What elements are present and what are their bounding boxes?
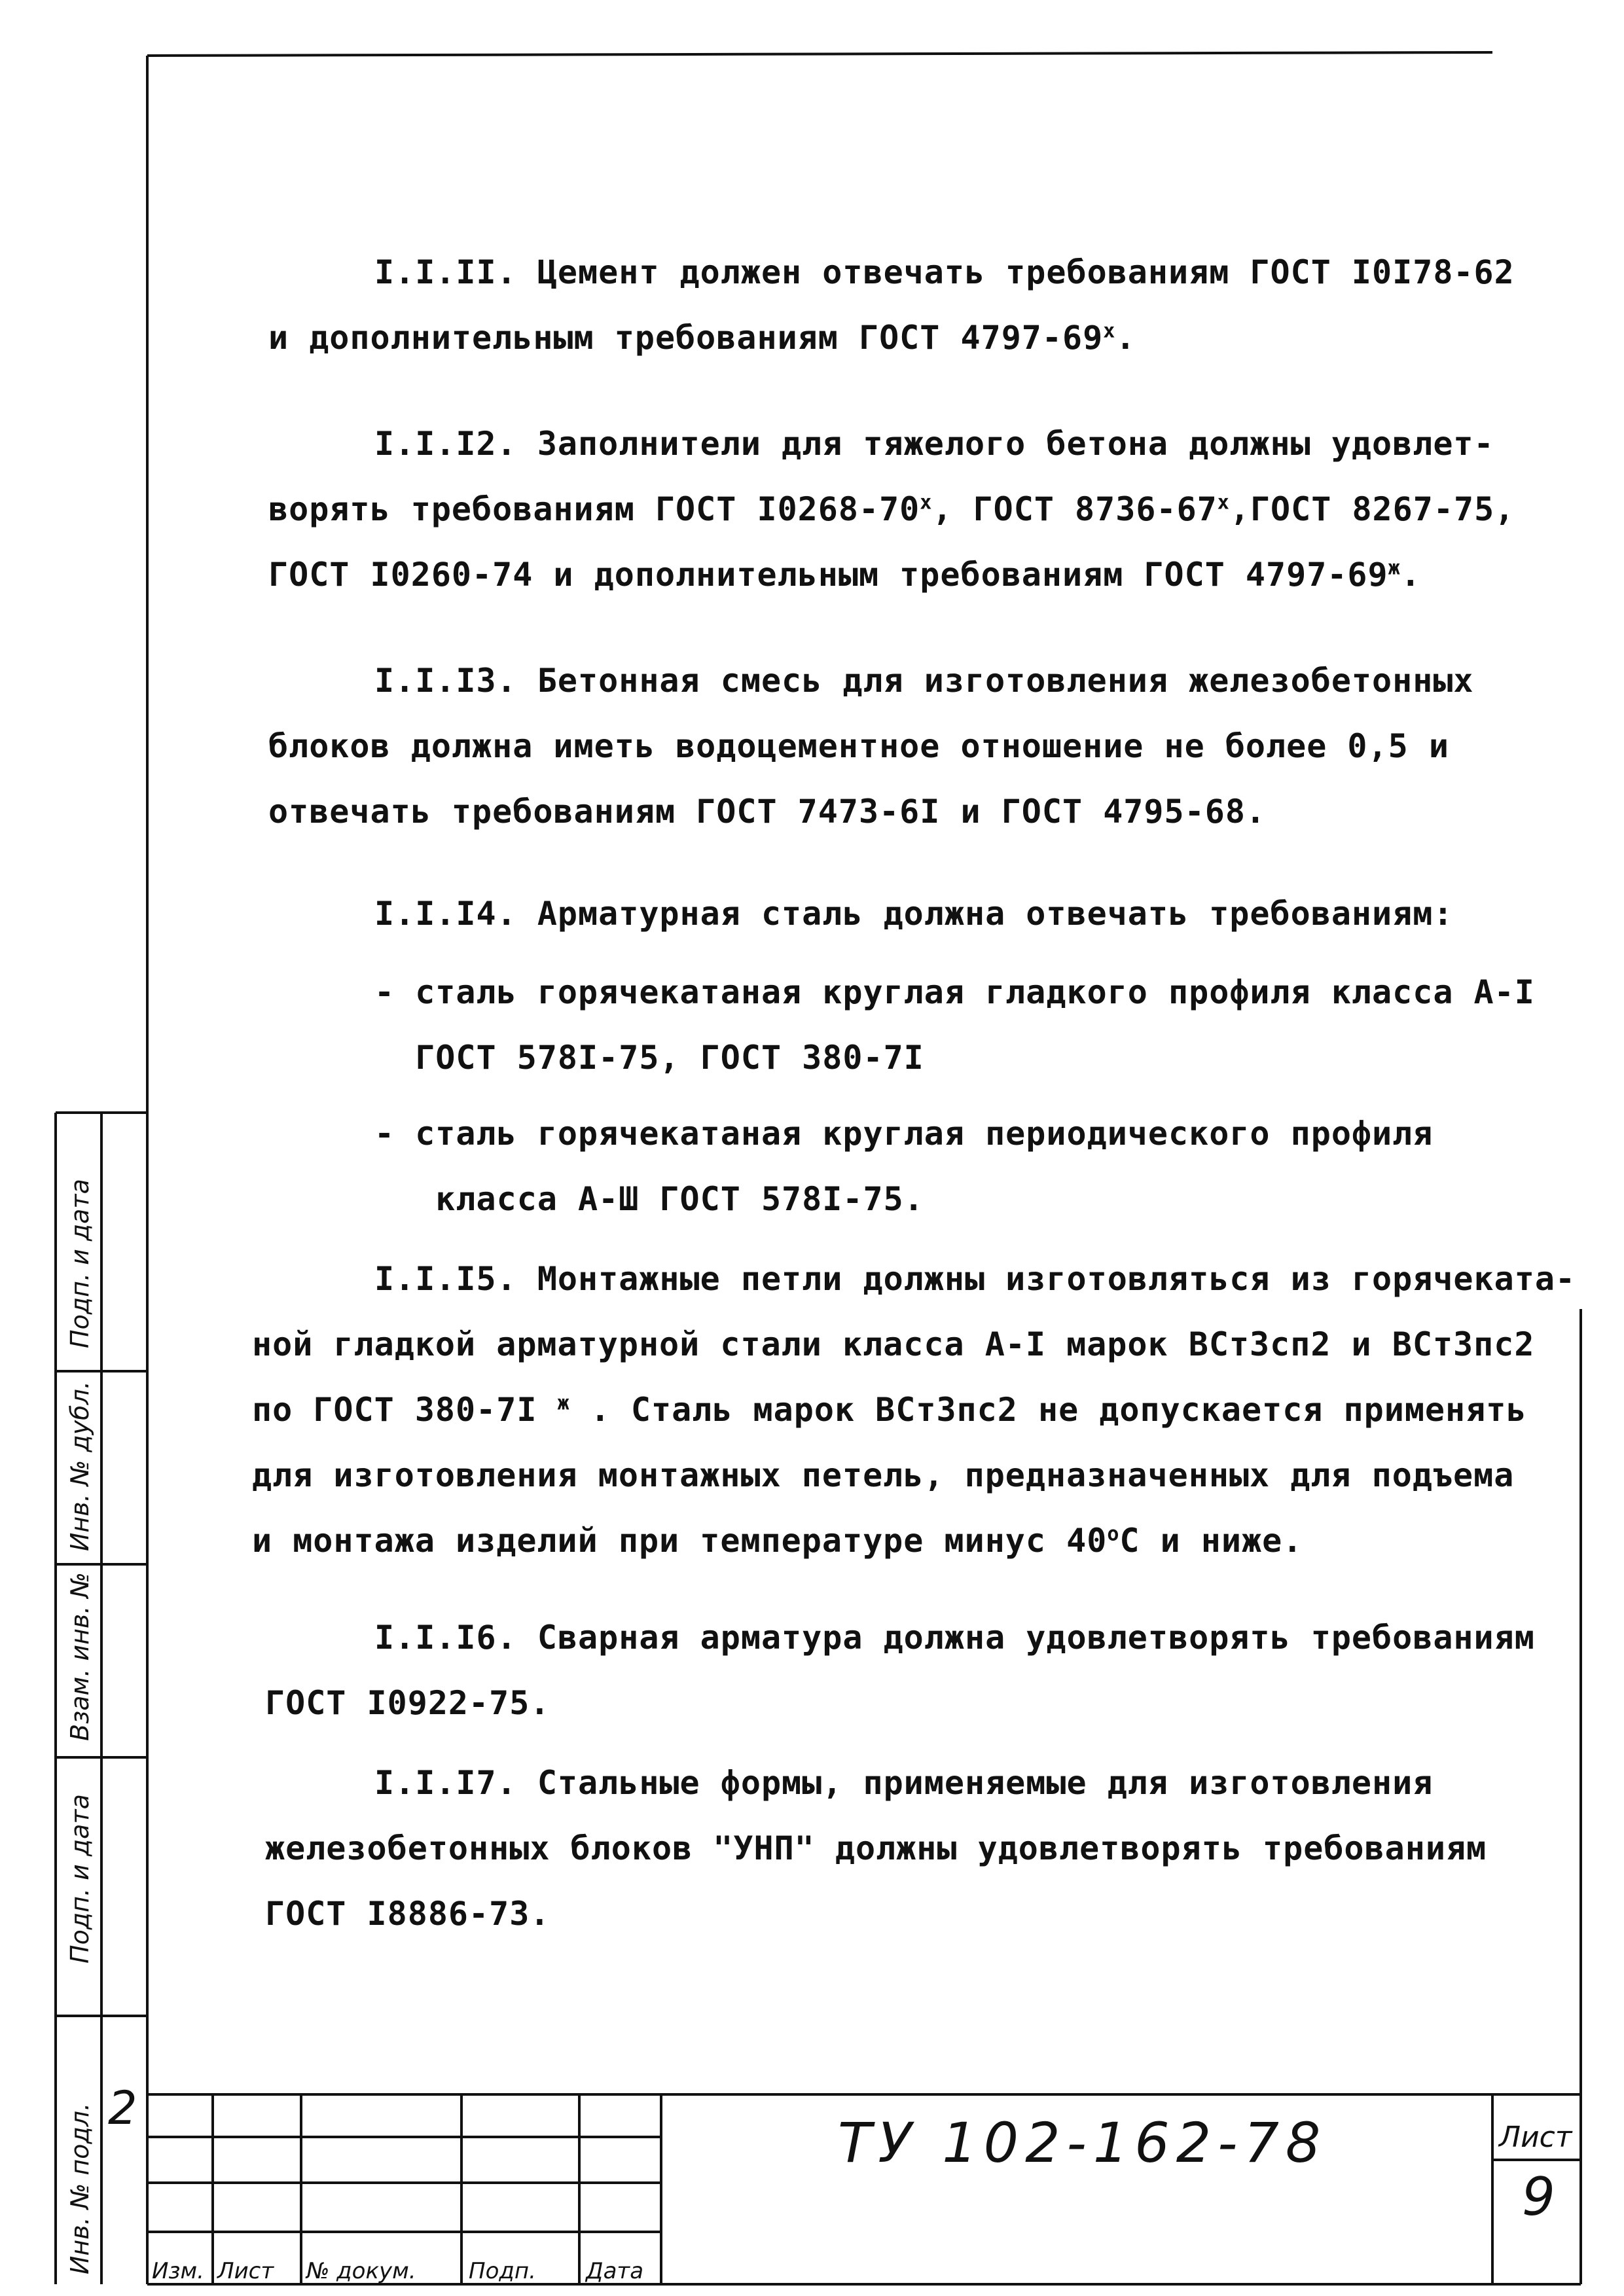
side-label-podp-data-1: Подп. и дата xyxy=(65,1794,94,1964)
text-line: и монтажа изделий при температуре минус 40$^o$С и ниже. xyxy=(252,1522,1303,1560)
text-line: для изготовления монтажных петель, предназначенных для подъема xyxy=(252,1456,1515,1494)
text-line: I.I.I5. Монтажные петли должны изготовляться из горячеката- xyxy=(374,1260,1576,1298)
text-line: железобетонных блоков "УНП" должны удовлетворять требованиям xyxy=(265,1829,1487,1867)
stamp-doc-code: ТУ 102-162-78 xyxy=(838,2111,1327,2175)
stamp-col-podp: Подп. xyxy=(469,2258,536,2284)
text-line: ГОСТ I0260-74 и дополнительным требованиям ГОСТ $4797-69^ж$. xyxy=(268,556,1421,594)
text-line: I.I.I2. Заполнители для тяжелого бетона должны удовлет- xyxy=(374,425,1494,463)
text-line: - сталь горячекатаная круглая периодического профиля xyxy=(374,1115,1434,1153)
text-line: ГОСТ I8886-73. xyxy=(265,1895,550,1933)
text-line: I.I.I3. Бетонная смесь для изготовления железобетонных xyxy=(374,662,1474,700)
text-line: класса А-Ш ГОСТ 578I-75. xyxy=(374,1180,924,1218)
text-line: - сталь горячекатаная круглая гладкого профиля класса А-I xyxy=(374,973,1535,1011)
text-line: ГОСТ 578I-75, ГОСТ 380-7I xyxy=(374,1039,924,1077)
text-line: отвечать требованиям ГОСТ 7473-6I и ГОСТ 4795-68. xyxy=(268,793,1267,831)
text-line: блоков должна иметь водоцементное отношение не более 0,5 и xyxy=(268,727,1449,765)
side-label-inv-podl: Инв. № подл. xyxy=(65,2102,94,2274)
text-line: ГОСТ I0922-75. xyxy=(265,1684,550,1722)
stamp-sheet-number: 9 xyxy=(1522,2166,1555,2227)
side-label-inv-dubl: Инв. № дубл. xyxy=(65,1381,94,1551)
side-label-podp-data-2: Подп. и дата xyxy=(65,1179,94,1348)
text-line: и дополнительным требованиям ГОСТ 4797-69$^x$. xyxy=(268,319,1136,357)
side-label-vzam-inv: Взам. инв. № xyxy=(65,1571,94,1741)
text-line: ворять требованиям ГОСТ I0268-70$^x$, ГОСТ 8736-67$^x$,ГОСТ 8267-75, xyxy=(268,490,1515,528)
side-handwritten-value: 2 xyxy=(108,2081,137,2135)
text-line: I.I.I6. Сварная арматура должна удовлетворять требованиям xyxy=(374,1619,1535,1657)
text-line: ной гладкой арматурной стали класса А-I марок ВСт3сп2 и ВСт3пс2 xyxy=(252,1325,1535,1363)
stamp-col-list: Лист xyxy=(217,2258,274,2284)
text-line: по ГОСТ 380-7I $^ж$ . Сталь марок ВСт3пс2 не допускается применять xyxy=(252,1391,1527,1429)
text-line: I.I.I7. Стальные формы, применяемые для изготовления xyxy=(374,1764,1434,1802)
text-line: I.I.I4. Арматурная сталь должна отвечать требованиям: xyxy=(374,895,1454,933)
stamp-col-data: Дата xyxy=(586,2258,644,2284)
stamp-col-doc-number: № докум. xyxy=(306,2258,416,2284)
stamp-col-izm: Изм. xyxy=(152,2258,204,2284)
text-line: I.I.II. Цемент должен отвечать требованиям ГОСТ I0I78-62 xyxy=(374,253,1515,291)
stamp-sheet-label: Лист xyxy=(1499,2121,1572,2154)
